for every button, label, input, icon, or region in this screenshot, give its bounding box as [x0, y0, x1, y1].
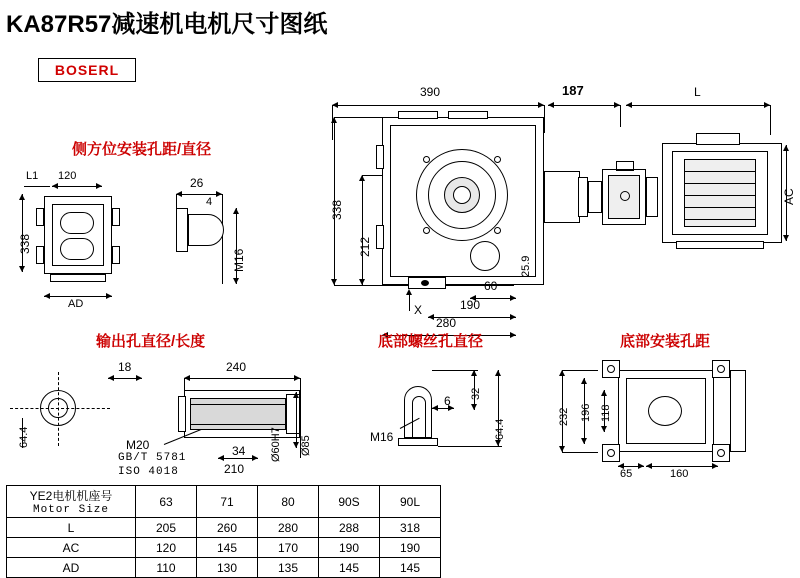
dim-25-9: 25.9 — [520, 255, 532, 277]
arrow-196-top — [581, 378, 587, 384]
table-header-en: Motor Size — [32, 504, 109, 516]
table-row-label-AC: AC — [7, 538, 136, 558]
table-cell: 145 — [197, 538, 258, 558]
table-row — [7, 518, 441, 538]
spec-table — [6, 485, 441, 578]
dim-line-M16-side — [236, 208, 237, 284]
side-flange-right — [112, 208, 120, 226]
dim-L: L — [694, 85, 701, 99]
dim-196: 196 — [580, 403, 592, 422]
arrow-6-left — [432, 405, 438, 411]
main-view — [320, 45, 796, 330]
flange-bolt-hole — [494, 156, 501, 163]
arrow-85-top — [293, 392, 299, 398]
side-bore-lower — [60, 238, 94, 260]
arrow-644-top — [495, 370, 501, 376]
dim-6: 6 — [444, 394, 451, 408]
gearbox-left-lug2 — [376, 225, 384, 249]
caption-bottom-mount: 底部安装孔距 — [620, 333, 711, 350]
caption-output-hole: 输出孔直径/长度 — [96, 333, 206, 350]
arrow-6-right — [448, 405, 454, 411]
motor-fin-line — [684, 195, 756, 196]
arrow-AC-bottom — [783, 235, 789, 241]
dim-187: 187 — [562, 83, 584, 98]
arrow-M16-bottom — [233, 278, 239, 284]
side-flange-left2 — [36, 246, 44, 264]
arrow-120-left — [52, 183, 58, 189]
dim-34: 34 — [232, 444, 246, 458]
dim-32: 32 — [470, 387, 482, 400]
bottom-right-flange — [730, 370, 746, 452]
dim-64-4-screw: 64.4 — [494, 418, 506, 440]
gearbox-top-rib — [398, 111, 438, 119]
flange-bolt-hole — [423, 227, 430, 234]
table-cell: 190 — [319, 538, 380, 558]
table-cell: 135 — [258, 558, 319, 578]
arrow-side-338-top — [19, 194, 25, 200]
dim-85: Ø85 — [300, 435, 312, 456]
flange-bolt-hole — [423, 156, 430, 163]
dim-line-L1 — [24, 186, 50, 187]
bottom-mount-view — [540, 352, 790, 480]
output-bore-inner — [48, 398, 68, 418]
bottom-mount-hole — [607, 449, 615, 457]
arrow-190-right — [510, 314, 516, 320]
table-cell: 145 — [380, 558, 441, 578]
dim-M16-side: M16 — [232, 248, 246, 272]
gearbox-top-rib2 — [448, 111, 488, 119]
ext-26-right — [222, 194, 223, 284]
dim-18: 18 — [118, 360, 132, 374]
ext-644-bottom — [438, 446, 502, 447]
dim-line-120 — [52, 186, 102, 187]
dim-65: 65 — [620, 468, 633, 480]
arrow-side-338-bottom — [19, 266, 25, 272]
motor-adapter — [588, 181, 602, 213]
table-size-0: 63 — [136, 486, 197, 518]
dim-side-338: 338 — [18, 233, 32, 254]
table-cell: 110 — [136, 558, 197, 578]
dim-X: X — [414, 303, 423, 317]
table-size-4: 90L — [380, 486, 441, 518]
dim-line-212 — [362, 175, 363, 285]
dim-64-4: 64.4 — [18, 426, 30, 448]
table-cell: 145 — [319, 558, 380, 578]
ext-232-top — [562, 370, 598, 371]
ext-240-left — [184, 378, 185, 390]
table-cell: 205 — [136, 518, 197, 538]
ext-390-right — [544, 105, 545, 133]
gearbox-foot-hole — [421, 280, 429, 286]
arrow-118-top — [601, 390, 607, 396]
table-cell: 190 — [380, 538, 441, 558]
table-cell: 280 — [258, 518, 319, 538]
motor-terminal-box — [616, 161, 634, 171]
table-row — [7, 558, 441, 578]
arrow-187-left — [548, 102, 554, 108]
adapter-flange — [578, 177, 588, 217]
motor-right-foot — [676, 241, 764, 249]
motor-right-tbox — [696, 133, 740, 145]
motor-center-mark — [620, 191, 630, 201]
motor-right-fins — [684, 159, 756, 227]
lower-boss — [470, 241, 500, 271]
table-row-label-L: L — [7, 518, 136, 538]
arrow-160-right — [712, 463, 718, 469]
adapter-block — [544, 171, 580, 223]
table-cell: 120 — [136, 538, 197, 558]
side-flange-right2 — [112, 246, 120, 264]
dim-60: 60 — [484, 279, 498, 293]
table-header-cn: YE2电机机座号 — [29, 489, 113, 503]
table-row-header — [7, 486, 441, 518]
dim-std-gb: GB/T 5781 — [118, 452, 187, 464]
dim-240: 240 — [226, 360, 247, 374]
dim-190: 190 — [460, 298, 481, 312]
shaft-line — [190, 424, 286, 425]
dim-M20: M20 — [126, 438, 150, 452]
table-cell: 318 — [380, 518, 441, 538]
arrow-85-bottom — [293, 442, 299, 448]
shaft-end-cap — [286, 394, 300, 434]
dim-118: 118 — [600, 404, 612, 422]
dim-390: 390 — [420, 85, 441, 99]
ext-338-top — [334, 117, 382, 118]
arrow-L-left — [626, 102, 632, 108]
flange-bolt-hole — [494, 227, 501, 234]
table-size-2: 80 — [258, 486, 319, 518]
table-size-3: 90S — [319, 486, 380, 518]
dim-line-240 — [184, 378, 300, 379]
brand-logo-text: BOSERL — [54, 62, 120, 78]
dim-280: 280 — [436, 316, 457, 330]
bolt-shank — [188, 214, 224, 246]
bottom-screw-view — [370, 352, 520, 462]
leader-X — [409, 293, 410, 311]
dim-L1: L1 — [26, 170, 39, 182]
dim-212: 212 — [358, 236, 372, 257]
side-base — [50, 274, 106, 282]
table-size-1: 71 — [197, 486, 258, 518]
screw-base — [398, 438, 438, 446]
table-cell: 260 — [197, 518, 258, 538]
bolt-head — [176, 208, 188, 252]
output-hole-view — [8, 352, 318, 478]
dim-AC: AC — [782, 188, 796, 205]
shaft-line — [190, 404, 286, 405]
arrow-280-right — [510, 332, 516, 338]
page-title: KA87R57减速机电机尺寸图纸 — [6, 11, 328, 38]
motor-fin-line — [684, 183, 756, 184]
shaft-hollow — [190, 398, 286, 430]
arrow-18-left — [108, 375, 114, 381]
bottom-mount-hole — [717, 449, 725, 457]
bottom-bore — [648, 396, 682, 426]
ext-L-right — [770, 105, 771, 135]
dim-338: 338 — [330, 199, 344, 220]
arrow-160-left — [646, 463, 652, 469]
arrow-18-right — [136, 375, 142, 381]
dim-M16-bottom: M16 — [370, 430, 394, 444]
motor-fin-line — [684, 207, 756, 208]
side-bore-upper — [60, 212, 94, 234]
table-cell: 130 — [197, 558, 258, 578]
bottom-mount-hole — [717, 365, 725, 373]
dim-26: 26 — [190, 176, 204, 190]
table-cell: 288 — [319, 518, 380, 538]
arrow-34-right — [252, 455, 258, 461]
dim-std-iso: ISO 4018 — [118, 466, 179, 478]
table-row-label-AD: AD — [7, 558, 136, 578]
dim-line-L — [626, 105, 770, 106]
motor-fin-line — [684, 171, 756, 172]
ext-32-top — [432, 370, 478, 371]
arrow-190-left — [428, 314, 434, 320]
dim-232: 232 — [558, 407, 570, 426]
ext-187-right — [620, 105, 621, 127]
arrow-120-right — [96, 183, 102, 189]
dim-60H7: Ø60H7 — [270, 427, 282, 462]
caption-bottom-screw: 底部螺丝孔直径 — [378, 333, 484, 350]
dim-line-187 — [548, 105, 620, 106]
gearbox-left-lug — [376, 145, 384, 169]
arrow-60-right — [510, 295, 516, 301]
bottom-mount-hole — [607, 365, 615, 373]
dim-4: 4 — [206, 196, 213, 208]
side-flange-left — [36, 208, 44, 226]
dim-160: 160 — [670, 468, 689, 480]
arrow-34-left — [218, 455, 224, 461]
brand-logo — [38, 58, 136, 82]
arrow-118-bottom — [601, 426, 607, 432]
motor-fin-line — [684, 219, 756, 220]
dim-line-160 — [646, 466, 718, 467]
dim-line-390 — [332, 105, 544, 106]
shaft-retainer — [178, 396, 186, 432]
arrow-65-right — [638, 463, 644, 469]
side-mount-view — [10, 160, 300, 320]
ext-232-bottom — [562, 452, 598, 453]
dim-AD: AD — [68, 298, 84, 310]
dim-line-85 — [296, 392, 297, 448]
motor-end-cap — [646, 177, 658, 217]
dim-line-AD — [44, 296, 112, 297]
output-shaft-bore — [453, 186, 471, 204]
ext-26-left — [176, 194, 177, 208]
arrow-AD-left — [44, 293, 50, 299]
table-header-label — [7, 486, 136, 518]
arrow-AC-top — [783, 145, 789, 151]
table-cell: 170 — [258, 538, 319, 558]
arrow-32-bottom — [471, 404, 477, 410]
arrow-196-bottom — [581, 438, 587, 444]
caption-side-mount: 侧方位安装孔距/直径 — [72, 141, 212, 158]
table-row — [7, 538, 441, 558]
dim-120: 120 — [58, 170, 77, 182]
dim-210: 210 — [224, 462, 245, 476]
arrow-AD-right — [106, 293, 112, 299]
arrow-M16-top — [233, 208, 239, 214]
